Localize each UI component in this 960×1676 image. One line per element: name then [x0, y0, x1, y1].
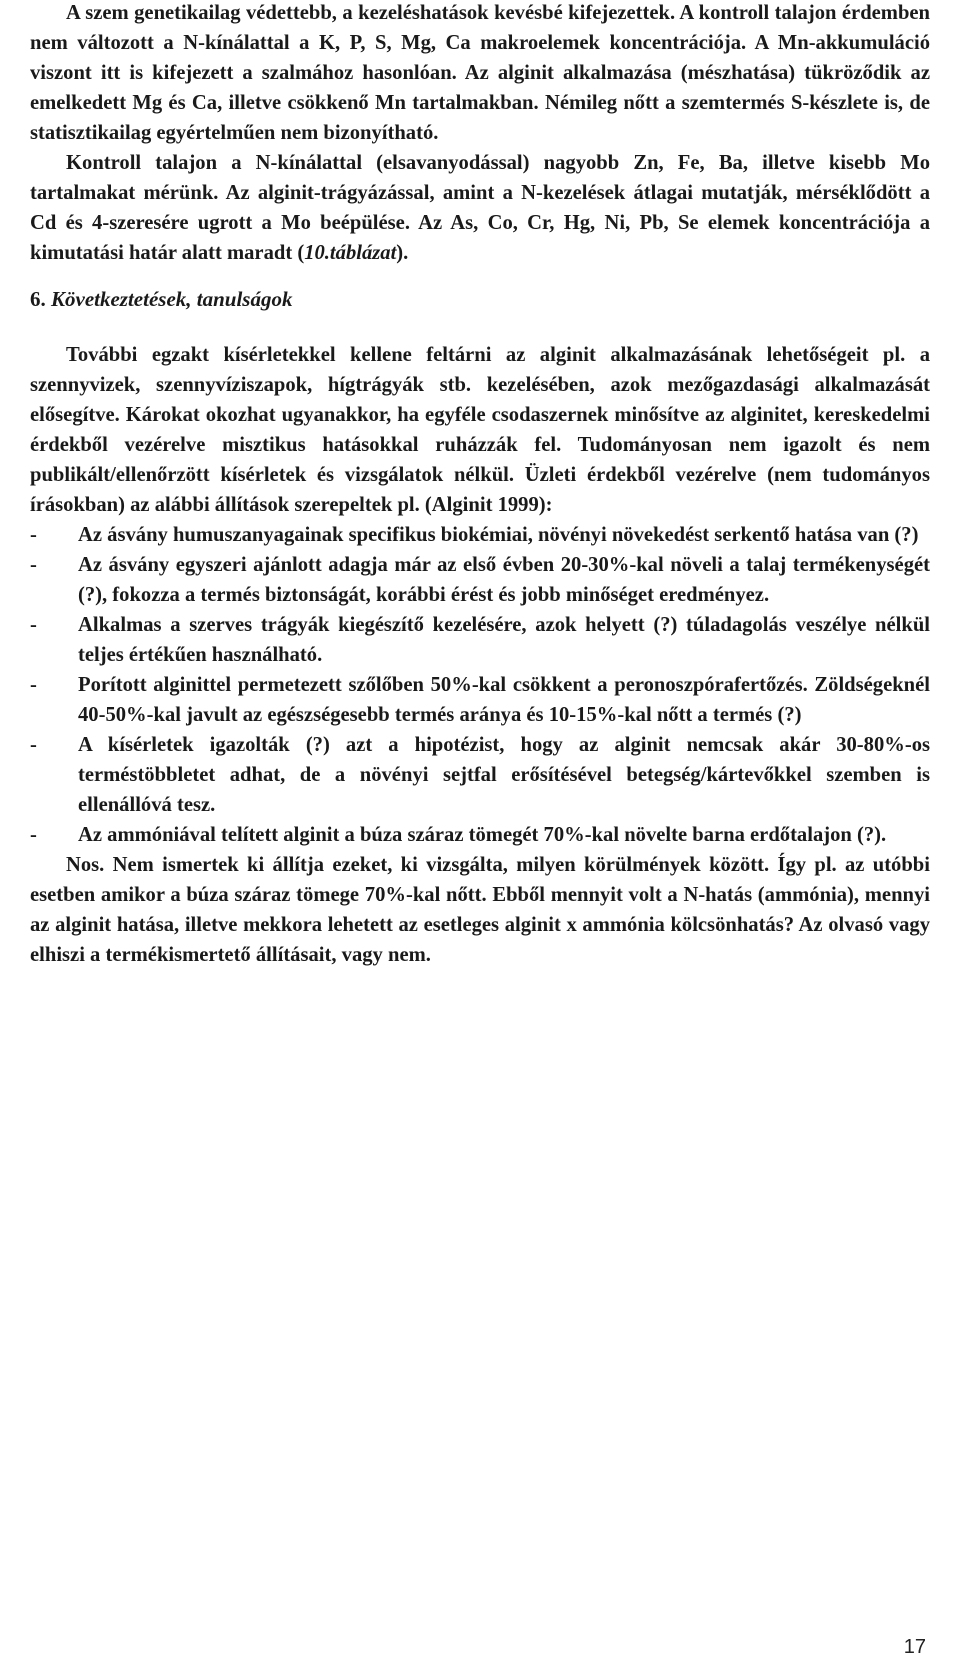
paragraph-control-soil-end: ). — [396, 242, 409, 264]
document-page — [30, 0, 930, 970]
list-item-text: Az ásvány humuszanyagainak specifikus biokémiai, növényi növekedést serkentő hatása van (?) — [78, 524, 919, 546]
list-item — [30, 550, 930, 610]
bullet-dash: - — [30, 524, 37, 546]
bullet-dash: - — [30, 734, 37, 756]
list-item — [30, 520, 930, 550]
section-heading — [30, 284, 930, 314]
paragraph-closing-remarks: Nos. Nem ismertek ki állítja ezeket, ki vizsgálta, milyen körülmények között. Így pl. az utóbbi esetben amikor a búza száraz tömege 70%-kal nőtt. Ebből mennyit volt a N-hatás (ammónia), mennyi az alginit hatása, illetve mekkora lehetett az esetleges alginit x ammónia kölcsönhatás? Az olvasó vagy elhiszi a termékismertető állításait, vagy nem. — [30, 854, 930, 966]
bullet-dash: - — [30, 674, 37, 696]
paragraph-control-soil-text: Kontroll talajon a N-kínálattal (elsavanyodással) nagyobb Zn, Fe, Ba, illetve kisebb Mo tartalmakat mérünk. Az alginit-trágyázással, amint a N-kezelések átlagai mutatják, mérséklődött a Cd és 4-szeresére ugrott a Mo beépülése. Az As, Co, Cr, Hg, Ni, Pb, Se elemek koncentrációja a kimutatási határ alatt maradt ( — [30, 152, 930, 264]
list-item-text: Alkalmas a szerves trágyák kiegészítő kezelésére, azok helyett (?) túladagolás veszélye nélkül teljes értékűen használható. — [78, 614, 930, 666]
bullet-dash: - — [30, 554, 37, 576]
list-item-text: Az ammóniával telített alginit a búza száraz tömegét 70%-kal növelte barna erdőtalajon (?). — [78, 824, 887, 846]
section-title: Következtetések, tanulságok — [51, 287, 293, 311]
claims-list — [30, 520, 930, 850]
section-number: 6. — [30, 287, 46, 311]
bullet-dash: - — [30, 614, 37, 636]
page-number: 17 — [903, 1636, 926, 1658]
list-item-text: Porított alginittel permetezett szőlőben 50%-kal csökkent a peronoszpórafertőzés. Zöldségeknél 40-50%-kal javult az egészségesebb termés aránya és 10-15%-kal nőtt a termés (?) — [78, 674, 930, 726]
paragraph-conclusions: További egzakt kísérletekkel kellene feltárni az alginit alkalmazásának lehetőségeit pl. a szennyvizek, szennyvíziszapok, hígtrágyák stb. kezelésében, azok mezőgazdasági alkalmazását elősegítve. Károkat okozhat ugyanakkor, ha egyféle csodaszernek minősítve az alginitet, kereskedelmi érdekből vezérelve misztikus hatásokkal ruházzák fel. Tudományosan nem igazolt és nem publikált/ellenőrzött kísérletek és vizsgálatok nélkül. Üzleti érdekből vezérelve (nem tudományos írásokban) az alábbi állítások szerepeltek pl. (Alginit 1999): — [30, 344, 930, 516]
paragraph-control-soil — [30, 148, 930, 268]
list-item-text: Az ásvány egyszeri ajánlott adagja már az első évben 20-30%-kal növeli a talaj termékenységét (?), fokozza a termés biztonságát, korábbi érést és jobb minőséget eredményez. — [78, 554, 930, 606]
list-item — [30, 670, 930, 730]
bullet-dash: - — [30, 824, 37, 846]
list-item — [30, 610, 930, 670]
list-item — [30, 730, 930, 820]
list-item-text: A kísérletek igazolták (?) azt a hipotézist, hogy az alginit nemcsak akár 30-80%-os terméstöbbletet adhat, de a növényi sejtfal erősítésével betegség/kártevőkkel szemben is ellenállóvá tesz. — [78, 734, 930, 816]
list-item — [30, 820, 930, 850]
paragraph-grain-analysis: A szem genetikailag védettebb, a kezeléshatások kevésbé kifejezettek. A kontroll talajon érdemben nem változott a N-kínálattal a K, P, S, Mg, Ca makroelemek koncentrációja. A Mn-akkumuláció viszont itt is kifejezett a szalmához hasonlóan. Az alginit alkalmazása (mészhatása) tükröződik az emelkedett Mg és Ca, illetve csökkenő Mn tartalmakban. Némileg nőtt a szemtermés S-készlete is, de statisztikailag egyértelműen nem bizonyítható. — [30, 2, 930, 144]
table-reference: 10.táblázat — [304, 242, 397, 264]
